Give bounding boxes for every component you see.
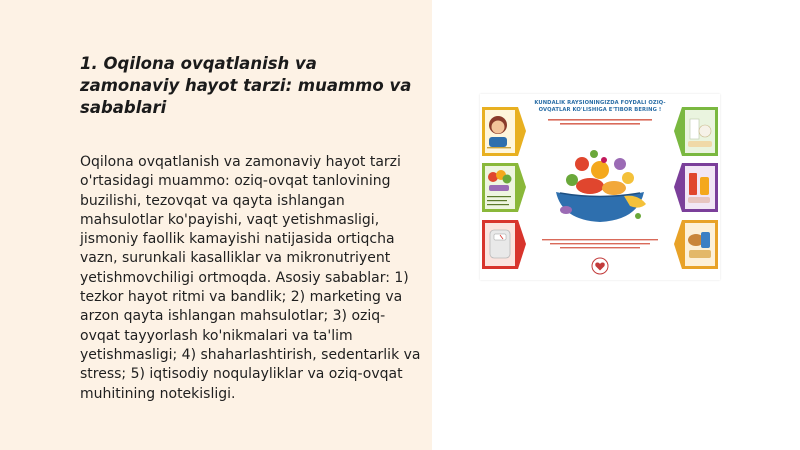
right-box-3 (674, 220, 718, 269)
bottom-lines-graphic (538, 238, 662, 252)
person-eating-icon (482, 107, 526, 156)
infographic-title: KUNDALIK RAYSIONINGIZDA FOYDALI OZIQ-OVQATLAR KO'LISHIGA E'TIBOR BERING ! (534, 100, 666, 113)
fruit-bowl-icon (542, 130, 658, 234)
juice-icon (674, 163, 718, 212)
left-box-1 (482, 107, 526, 156)
left-box-3 (482, 220, 526, 269)
subtitle-lines-graphic (540, 118, 660, 128)
slide-title: 1. Oqilona ovqatlanish va zamonaviy hayot tarzi: muammo va sabablari (80, 54, 412, 117)
right-box-2 (674, 163, 718, 212)
slide-body-text: Oqilona ovqatlanish va zamonaviy hayot tarzi o'rtasidagi muammo: oziq-ovqat tanlovining buzilishi, tezovqat va qayta ishlangan mahsulotlar ko'payishi, vaqt yetishmasligi, jismoniy faollik kamayishi natijasida ortiqcha vazn, surunkali kasalliklar va mikronutriyent yetishmovchiligi ortmoqda. Asosiy sabablar: 1) tezkor hayot ritmi va bandlik; 2) marketing va arzon qayta ishlangan mahsulotlar; 3) oziq-ovqat tayyorlash ko'nikmalari va ta'lim yetishmasligi; 4) shaharlashtirish, sedentarlik va stress; 5) iqtisodiy noqulayliklar va oziq-ovqat muhitining notekisligi. (80, 154, 421, 402)
left-box-2 (482, 163, 526, 212)
right-box-1 (674, 107, 718, 156)
scale-icon (482, 220, 526, 269)
infographic-subtitle-lines (540, 118, 660, 130)
vegetables-icon (482, 163, 526, 212)
nutrition-infographic (480, 94, 720, 280)
bread-icon (674, 220, 718, 269)
infographic-bottom-lines (538, 238, 662, 253)
heart-logo-icon (591, 257, 609, 275)
milk-icon (674, 107, 718, 156)
